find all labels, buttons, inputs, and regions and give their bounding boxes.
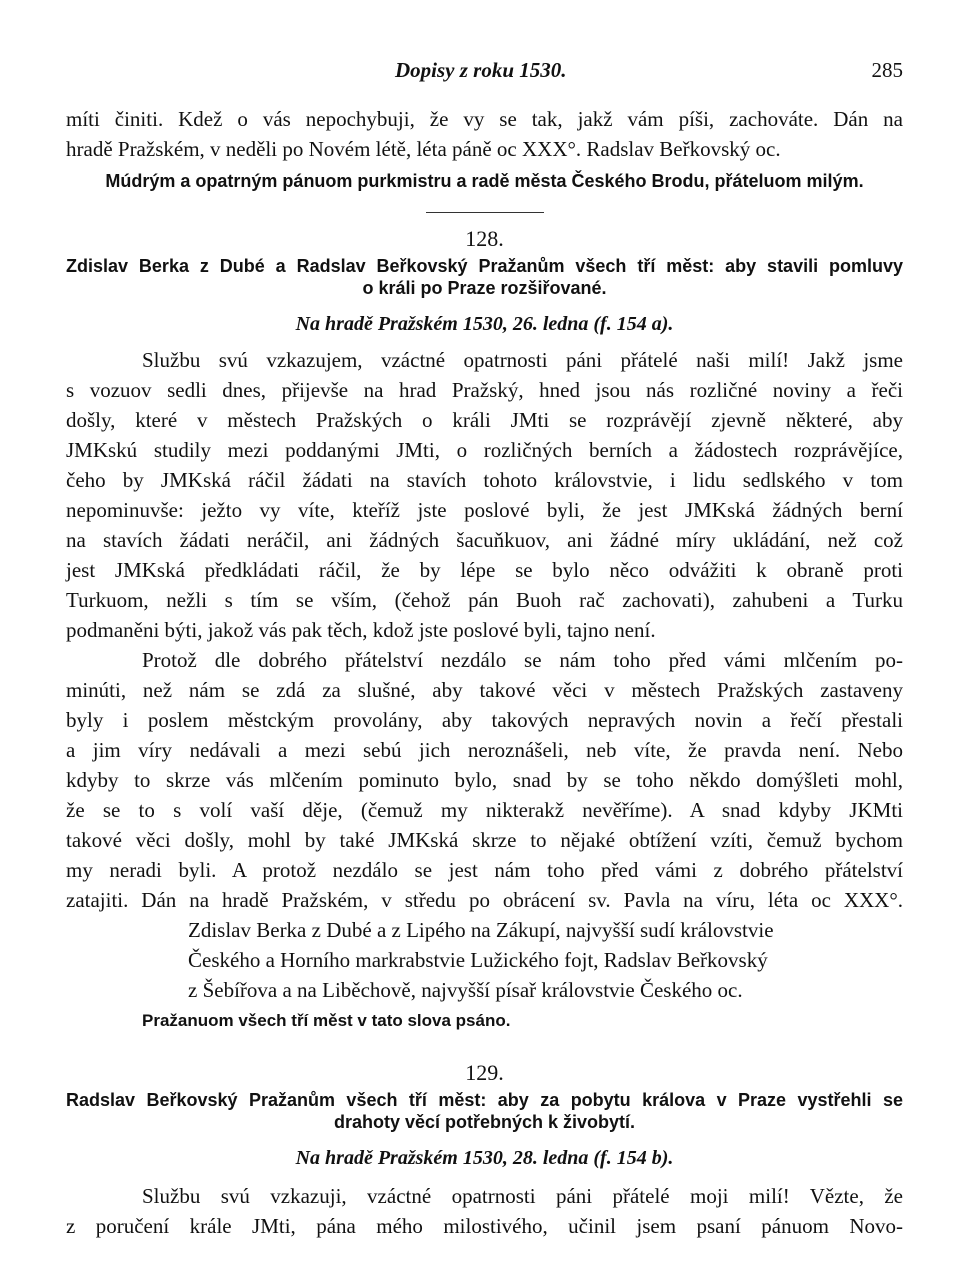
text-line: JMKskú studily mezi poddanými JMti, o rozličných berních a žádostech rozprávějíce, [66, 438, 903, 462]
text-line: my neradi byli. A protož nezdálo se jest nám toho před vámi z dobrého přátelství [66, 858, 903, 882]
text-line: minúti, než nám se zdá za slušné, aby takové věci v městech Pražských zastaveny [66, 678, 903, 702]
text-line: a jim víry nedávali a mezi sebú jich neroznášeli, neb víte, že pravda není. Nebo [66, 738, 903, 762]
letter-128-address: Pražanuom všech tří měst v tato slova psáno. [142, 1011, 511, 1030]
page-header [0, 58, 960, 88]
section-divider [426, 212, 544, 213]
letter-128-date: Na hradě Pražském 1530, 26. ledna (f. 154 a). [295, 313, 674, 335]
text-line: míti činiti. Kdež o vás nepochybuji, že vy se tak, jakž vám píši, zachováte. Dán na [66, 107, 903, 131]
text-line: podmaněni býti, jakož vás pak těch, kdož jste poslové byli, tajno není. [66, 618, 656, 642]
letter-129-regest [66, 1089, 903, 1133]
signature-line: Českého a Horního markrabstvie Lužického fojt, Radslav Beřkovský [188, 948, 768, 972]
regest-line: Zdislav Berka z Dubé a Radslav Beřkovský Pražanům všech tří měst: aby stavili pomluvy [66, 256, 903, 276]
regest-line: o králi po Praze rozšiřované. [362, 278, 607, 298]
running-title: Dopisy z roku 1530. [395, 58, 567, 82]
text-line: že se to s volí vaší děje, (čemuž my nikterakž nevěříme). A snad kdyby JKMti [66, 798, 903, 822]
text-line: Turkuom, nežli s tím se vším, (čehož pán Buoh rač zachovati), zahubeni a Turku [66, 588, 903, 612]
letter-128-signature [66, 915, 903, 1005]
letter-number-128: 128. [465, 226, 504, 251]
text-line: kdyby to skrze vás mlčením pominuto bylo, snad by se toho někdo domýšleti mohl, [66, 768, 903, 792]
text-line: čeho by JMKská ráčil žádati na stavích tohoto královstvie, i lidu sedlského v tom [66, 468, 903, 492]
regest-line: drahoty věcí potřebných k živobytí. [333, 1112, 636, 1132]
text-line: na stavích žádati neráčil, ani žádných šacuňkuov, ani žádné míry ukládání, než což [66, 528, 903, 552]
letter-129-body [66, 1181, 903, 1241]
prev-letter-address: Múdrým a opatrným pánuom purkmistru a radě města Českého Brodu, přáteluom milým. [105, 171, 864, 191]
text-line: s vozuov sedli dnes, přijevše na hrad Pražský, hned jsou nás rozličné noviny a řeči [66, 378, 903, 402]
text-line: takové věci došly, mohl by také JMKská skrze to nějaké obtížení vzíti, čemuž bychom [66, 828, 903, 852]
text-line: zatajiti. Dán na hradě Pražském, v středu po obrácení sv. Pavla na víru, léta oc XXX°. [66, 888, 903, 912]
letter-number-129: 129. [465, 1060, 504, 1085]
text-line: Službu svú vzkazuji, vzáctné opatrnosti páni přátelé moji milí! Vězte, že [142, 1184, 903, 1208]
text-line: Protož dle dobrého přátelství nezdálo se nám toho před vámi mlčením po- [142, 648, 903, 672]
text-line: nepominuvše: ježto vy víte, kteříž jste poslové byli, že jest JMKská žádných berní [66, 498, 903, 522]
main-text-column [66, 104, 903, 1241]
text-line: z poručení krále JMti, pána mého milostivého, učinil jsem psaní pánuom Novo- [66, 1214, 903, 1238]
letter-129-date: Na hradě Pražském 1530, 28. ledna (f. 154 b). [295, 1147, 674, 1169]
text-line: došly, které v městech Pražských o králi JMti se rozprávějí zjevně některé, aby [66, 408, 903, 432]
letter-128-regest [66, 255, 903, 299]
text-line: jest JMKská předkládati ráčil, že by lépe se bylo něco odvážiti k obraně proti [66, 558, 903, 582]
text-line: byly i poslem městckým provolány, aby takových nepravých novin a řečí přestali [66, 708, 903, 732]
letter-128-body [66, 345, 903, 915]
signature-line: z Šebířova a na Liběchově, najvyšší písař královstvie Českého oc. [188, 978, 743, 1002]
page-number: 285 [871, 58, 903, 82]
text-line: hradě Pražském, v neděli po Novém létě, léta páně oc XXX°. Radslav Beřkovský oc. [66, 137, 781, 161]
text-line: Službu svú vzkazujem, vzáctné opatrnosti páni přátelé naši milí! Jakž jsme [142, 348, 903, 372]
signature-line: Zdislav Berka z Dubé a z Lipého na Zákupí, najvyšší sudí královstvie [188, 918, 774, 942]
regest-line: Radslav Beřkovský Pražanům všech tří měst: aby za pobytu králova v Praze vystřehli se [66, 1090, 903, 1110]
prev-letter-body [66, 104, 903, 164]
